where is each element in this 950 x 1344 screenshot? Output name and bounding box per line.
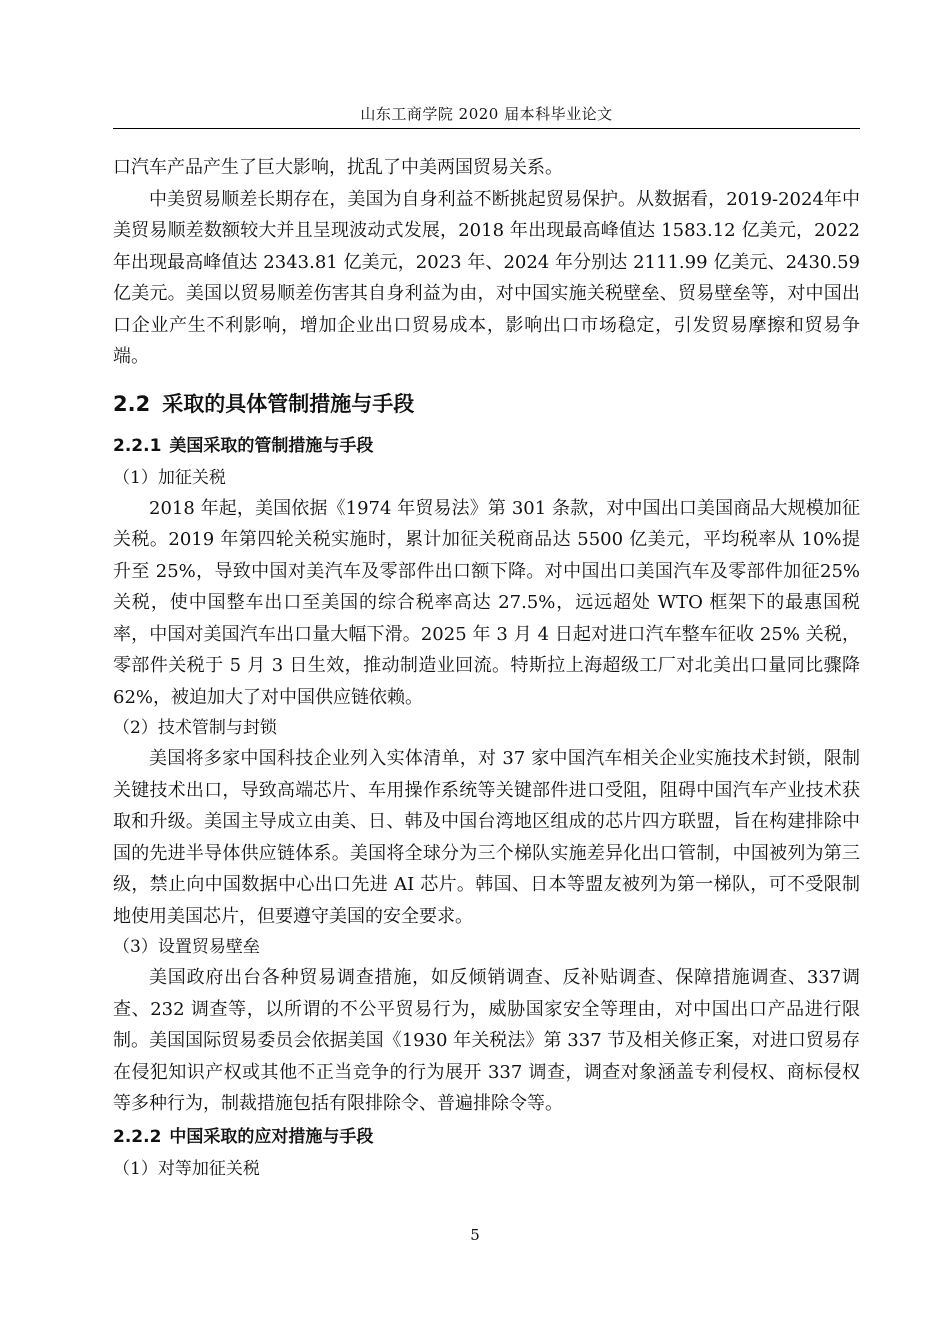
list-item-label-tariffs: （1）加征关税	[113, 467, 226, 488]
list-item-label-reciprocal-tariffs: （1）对等加征关税	[113, 1158, 260, 1179]
subsection-heading-2-2-1	[113, 429, 860, 463]
header-rule	[113, 128, 860, 129]
paragraph-trade-surplus: 中美贸易顺差长期存在，美国为自身利益不断挑起贸易保护。从数据看，2019-2024年中美贸易顺差数额较大并且呈现波动式发展，2018 年出现最高峰值达 1583.12 亿美元，2022 年出现最高峰值达 2343.81 亿美元，2023 年、2024 年分别达 2111.99 亿美元、2430.59 亿美元。美国以贸易顺差伤害其自身利益为由，对中国实施关税壁垒、贸易壁垒等，对中国出口企业产生不利影响，增加企业出口贸易成本，影响出口市场稳定，引发贸易摩擦和贸易争端。	[113, 188, 860, 367]
list-item-label-tech-control: （2）技术管制与封锁	[113, 718, 277, 738]
paragraph-tech-control: 美国将多家中国科技企业列入实体清单，对 37 家中国汽车相关企业实施技术封锁，限制关键技术出口，导致高端芯片、车用操作系统等关键部件进口受阻，阻碍中国汽车产业技术获取和升级。美国主导成立由美、日、韩及中国台湾地区组成的芯片四方联盟，旨在构建排除中国的先进半导体供应链体系。美国将全球分为三个梯队实施差异化出口管制，中国被列为第三级，禁止向中国数据中心出口先进 AI 芯片。韩国、日本等盟友被列为第一梯队，可不受限制地使用美国芯片，但要遵守美国的安全要求。	[113, 748, 860, 927]
subsection-title: 美国采取的管制措施与手段	[169, 435, 374, 456]
subsection-number: 2.2.1	[113, 435, 162, 456]
page-body	[113, 152, 860, 1184]
section-title: 采取的具体管制措施与手段	[162, 391, 415, 416]
subsection-heading-2-2-2	[113, 1120, 860, 1154]
subsection-title: 中国采取的应对措施与手段	[169, 1126, 374, 1147]
list-item-label-trade-barriers: （3）设置贸易壁垒	[113, 937, 260, 957]
running-header: 山东工商学院 2020 届本科毕业论文	[360, 105, 613, 123]
paragraph-continued: 口汽车产品产生了巨大影响，扰乱了中美两国贸易关系。	[113, 157, 563, 178]
section-heading-2-2	[113, 389, 860, 419]
page-number: 5	[470, 1226, 480, 1244]
subsection-number: 2.2.2	[113, 1126, 162, 1147]
paragraph-trade-barriers: 美国政府出台各种贸易调查措施，如反倾销调查、反补贴调查、保障措施调查、337调查、232 调查等，以所谓的不公平贸易行为，威胁国家安全等理由，对中国出口产品进行限制。美国国际贸易委员会依据美国《1930 年关税法》第 337 节及相关修正案，对进口贸易存在侵犯知识产权或其他不正当竞争的行为展开 337 调查，调查对象涵盖专利侵权、商标侵权等多种行为，制裁措施包括有限排除令、普遍排除令等。	[113, 967, 860, 1114]
paragraph-tariffs: 2018 年起，美国依据《1974 年贸易法》第 301 条款，对中国出口美国商品大规模加征关税。2019 年第四轮关税实施时，累计加征关税商品达 5500 亿美元，平均税率从 10%提升至 25%，导致中国对美汽车及零部件出口额下降。对中国出口美国汽车及零部件加征25%关税，使中国整车出口至美国的综合税率高达 27.5%，远远超处 WTO 框架下的最惠国税率，中国对美国汽车出口量大幅下滑。2025 年 3 月 4 日起对进口汽车整车征收 25% 关税，零部件关税于 5 月 3 日生效，推动制造业回流。特斯拉上海超级工厂对北美出口量同比骤降 62%，被迫加大了对中国供应链依赖。	[113, 497, 860, 708]
section-number: 2.2	[113, 391, 151, 416]
